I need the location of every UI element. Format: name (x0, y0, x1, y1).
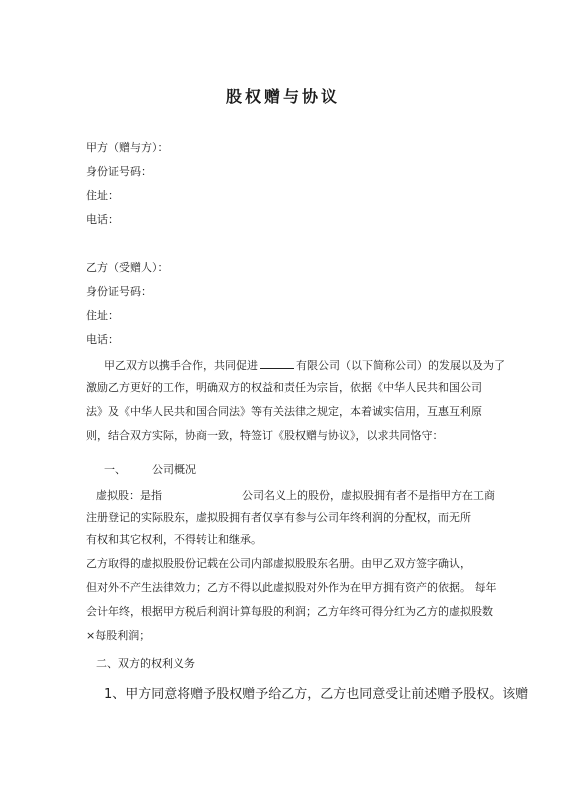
party-a-address-label: 住址： (86, 189, 119, 202)
section-1-p1-line-3: 有权和其它权利，不得转让和继承。 (86, 533, 262, 546)
party-b-label: 乙方（受赠人）： (86, 261, 169, 274)
party-a-id-label: 身份证号码： (86, 165, 152, 178)
virtual-share-def-b: 公司名义上的股份，虚拟股拥有者不是指甲方在工商 (242, 489, 495, 502)
section-2-heading: 二、双方的权利义务 (96, 657, 195, 670)
preamble-line-3: 法》及《中华人民共和国合同法》等有关法律之规定，本着诚实信用，互惠互利原 (86, 405, 482, 418)
preamble-line-4: 则，结合双方实际，协商一致，特签订《股权赠与协议》，以求共同恪守： (86, 429, 444, 442)
section-1-heading (104, 462, 196, 478)
section-1-p1-line-1 (96, 488, 495, 504)
party-a-phone-label: 电话： (86, 213, 119, 226)
section-2-p1: 1、甲方同意将赠予股权赠予给乙方，乙方也同意受让前述赠予股权。该赠 (104, 687, 529, 702)
section-1-title: 公司概况 (152, 463, 196, 476)
section-1-p1-line-2: 注册登记的实际股东，虚拟股拥有者仅享有参与公司年终利润的分配权，而无所 (86, 511, 471, 524)
document-title: 股权赠与协议 (225, 87, 340, 106)
party-a-label: 甲方（赠与方）： (86, 141, 169, 154)
section-1-p2-line-3: 会计年终，根据甲方税后利润计算每股的利润；乙方年终可得分红为乙方的虚拟股数 (86, 605, 493, 618)
party-b-phone-label: 电话： (86, 333, 119, 346)
virtual-share-def-a: 虚拟股：是指 (96, 489, 162, 502)
preamble-line-1-a: 甲乙双方以携手合作，共同促进 (104, 359, 258, 372)
party-b-address-label: 住址： (86, 309, 119, 322)
party-b-id-label: 身份证号码： (86, 285, 152, 298)
preamble-line-1-b: 有限公司（以下简称公司）的发展以及为了 (296, 359, 505, 372)
section-1-p2-line-2: 但对外不产生法律效力；乙方不得以此虚拟股对外作为在甲方拥有资产的依据。 每年 (86, 581, 497, 594)
section-1-p2-line-4: ×每股利润； (86, 629, 151, 642)
preamble-line-2: 激励乙方更好的工作，明确双方的权益和责任为宗旨，依据《中华人民共和国公司 (86, 381, 482, 394)
company-name-blank (260, 356, 294, 369)
section-1-p2-line-1: 乙方取得的虚拟股股份记载在公司内部虚拟股股东名册。由甲乙双方签字确认， (86, 557, 471, 570)
section-1-number: 一、 (104, 463, 126, 476)
preamble-line-1 (104, 356, 505, 374)
